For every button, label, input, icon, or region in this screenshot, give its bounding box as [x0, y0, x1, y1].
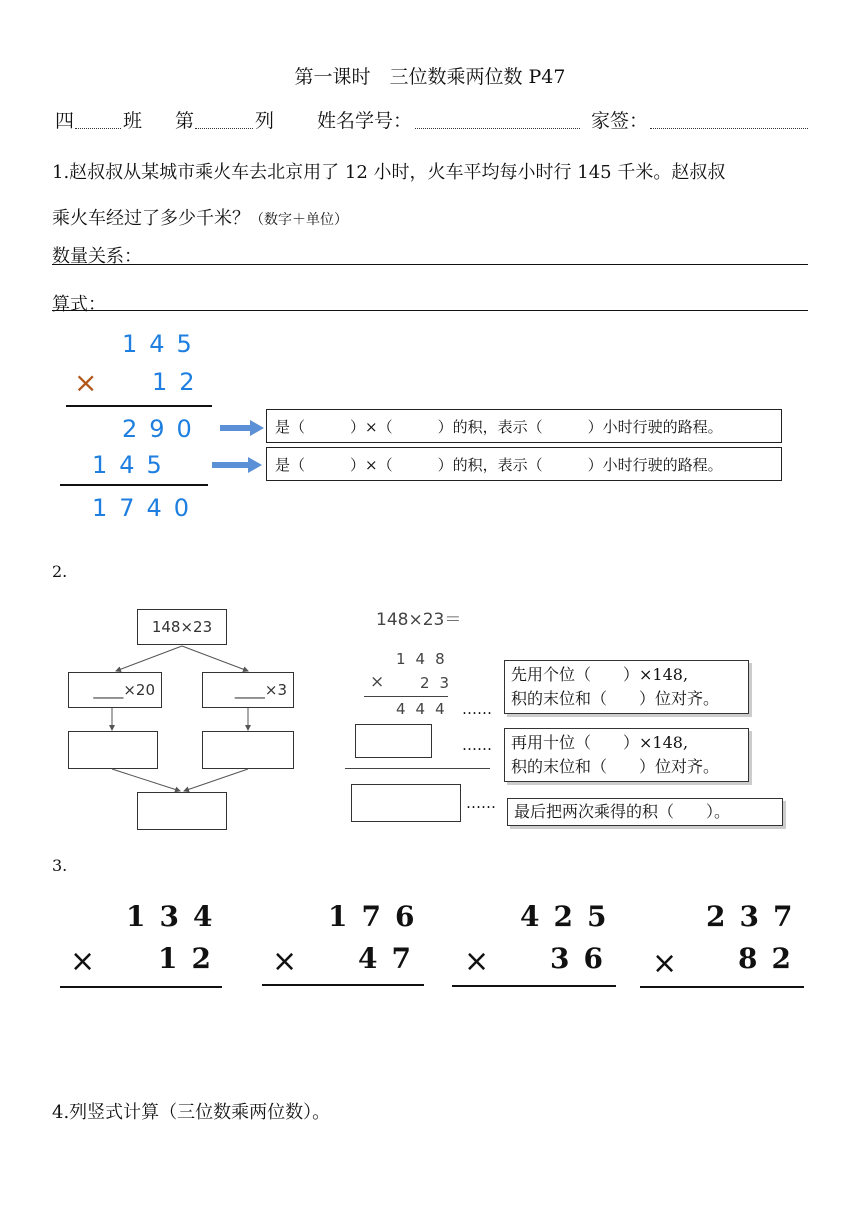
question-1-hint: （数字＋单位）	[250, 212, 348, 228]
question-1-line1: 1.赵叔叔从某城市乘火车去北京用了 12 小时，火车平均每小时行 145 千米。赵叔叔	[52, 162, 726, 183]
q3-problem-3-top: 425	[520, 900, 621, 933]
partial-product-1: 290	[122, 415, 204, 443]
row-label: 列	[255, 110, 275, 132]
class-label: 班	[123, 110, 143, 132]
question-1-line2-text: 乘火车经过了多少千米？	[52, 208, 250, 229]
flow-left-box[interactable]: ____×20	[68, 672, 162, 708]
q3-problem-3-times: ×	[464, 944, 490, 979]
sign-blank[interactable]	[650, 128, 808, 129]
question-1-text	[52, 150, 812, 243]
q3-problem-1-bottom: 12	[158, 942, 225, 975]
vertical-line-2	[60, 484, 208, 486]
q2-times-sign: ×	[370, 672, 385, 692]
q3-problem-4-bottom: 82	[738, 942, 805, 975]
name-label: 姓名学号：	[317, 110, 413, 132]
formula-line[interactable]	[52, 310, 808, 311]
flow-top-box: 148×23	[137, 609, 227, 645]
q2-answer-box-2[interactable]	[351, 784, 461, 822]
q2-partial: 444	[396, 700, 455, 718]
q2-vertical-top: 148	[396, 650, 455, 668]
flowchart-connectors	[60, 640, 310, 800]
question-2-label: 2.	[52, 562, 68, 581]
class-prefix: 四	[55, 110, 75, 132]
q3-problem-1-line	[60, 986, 222, 988]
question-4-label: 4.列竖式计算（三位数乘两位数）。	[52, 1102, 331, 1123]
explain-box-2[interactable]: 是（ ）×（ ）的积，表示（ ）小时行驶的路程。	[266, 447, 782, 481]
q2-note-3[interactable]: 最后把两次乘得的积（ ）。	[507, 798, 783, 826]
q3-problem-3-bottom: 36	[550, 942, 617, 975]
q2-dots-1: ……	[462, 700, 492, 718]
name-blank[interactable]	[415, 128, 580, 129]
vertical-line-1	[66, 405, 212, 407]
q2-line-1	[364, 696, 448, 697]
q2-note-2[interactable]: 再用十位（ ）×148, 积的末位和（ ）位对齐。	[504, 728, 749, 782]
q2-vertical-multiplier: 23	[420, 674, 460, 692]
partial-product-2: 145	[92, 451, 174, 479]
vertical-multiplicand: 145	[122, 330, 204, 358]
arrow-right-icon	[212, 457, 262, 473]
formula-label: 算式：	[52, 294, 106, 315]
student-info-line	[55, 106, 815, 136]
q3-problem-2-line	[262, 984, 424, 986]
q3-problem-4-times: ×	[652, 946, 678, 981]
q2-dots-3: ……	[466, 794, 496, 812]
q3-problem-2-top: 176	[328, 900, 429, 933]
q2-equation: 148×23＝	[376, 610, 462, 630]
quantity-relation-label: 数量关系：	[52, 246, 142, 267]
class-blank[interactable]	[75, 128, 121, 129]
arrow-right-icon	[220, 420, 264, 436]
q3-problem-1-times: ×	[70, 944, 96, 979]
question-1-line2	[52, 196, 812, 243]
q2-dots-2: ……	[462, 736, 492, 754]
vertical-result: 1740	[92, 494, 202, 522]
explain-box-1[interactable]: 是（ ）×（ ）的积，表示（ ）小时行驶的路程。	[266, 409, 782, 443]
vertical-multiplier: 12	[152, 368, 207, 396]
q3-problem-3-line	[452, 985, 616, 987]
page-title: 第一课时 三位数乘两位数 P47	[294, 66, 566, 88]
row-blank[interactable]	[195, 128, 253, 129]
q3-problem-4-top: 237	[706, 900, 807, 933]
question-3-label: 3.	[52, 856, 68, 875]
q2-line-2	[345, 768, 490, 769]
q2-answer-box-1[interactable]	[355, 724, 432, 758]
q3-problem-2-bottom: 47	[358, 942, 425, 975]
quantity-relation-line[interactable]	[52, 264, 808, 265]
times-sign: ×	[74, 366, 98, 399]
q2-note-1[interactable]: 先用个位（ ）×148, 积的末位和（ ）位对齐。	[504, 660, 749, 714]
row-prefix: 第	[175, 110, 195, 132]
q3-problem-4-line	[640, 986, 804, 988]
q3-problem-2-times: ×	[272, 944, 298, 979]
sign-label: 家签：	[591, 110, 649, 132]
flow-right-box[interactable]: ____×3	[202, 672, 294, 708]
q3-problem-1-top: 134	[126, 900, 227, 933]
